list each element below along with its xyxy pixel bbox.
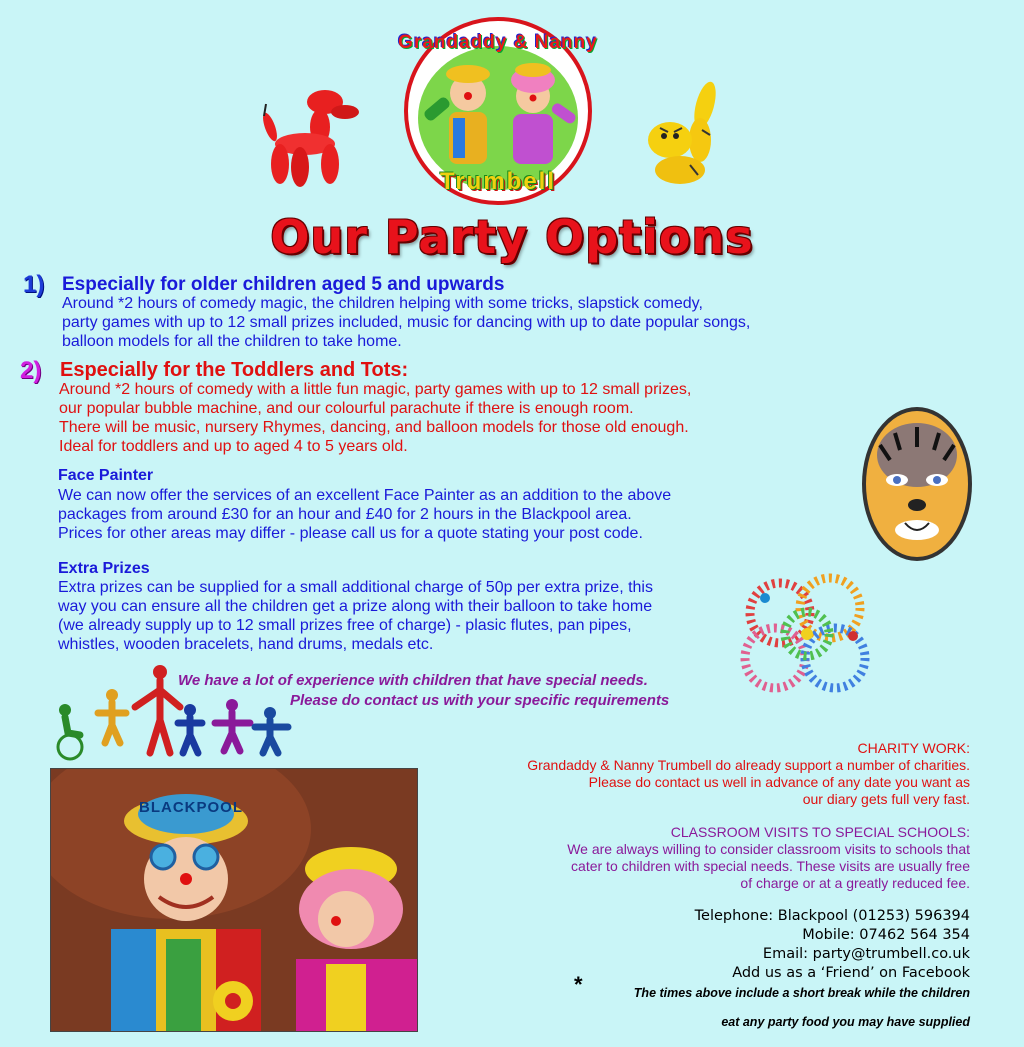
tiger-face-paint-image — [860, 405, 975, 563]
option-1-line: balloon models for all the children to take home. — [62, 333, 402, 350]
charity-line: our diary gets full very fast. — [802, 791, 970, 807]
face-painter-line: We can now offer the services of an excellent Face Painter as an addition to the above — [58, 487, 672, 504]
option-2-heading: Especially for the Toddlers and Tots: — [60, 359, 409, 381]
charity-line: Grandaddy & Nanny Trumbell do already support a number of charities. — [527, 757, 970, 773]
extra-prizes-text — [58, 578, 653, 654]
charity-section — [527, 740, 970, 808]
special-needs-line-1: We have a lot of experience with children that have special needs. — [178, 672, 648, 689]
email: Email: party@trumbell.co.uk — [762, 946, 970, 962]
charity-line: Please do contact us well in advance of any date you want as — [588, 774, 970, 790]
footnote-line-2: eat any party food you may have supplied — [721, 1015, 970, 1029]
photo-hat-text: BLACKPOOL — [139, 799, 243, 816]
clown-photo — [50, 768, 418, 1032]
option-2-line: our popular bubble machine, and our colourful parachute if there is enough room. — [59, 400, 634, 417]
option-2-text — [59, 380, 691, 456]
option-1-number: 1) — [23, 271, 45, 298]
extra-prizes-line: whistles, wooden bracelets, hand drums, medals etc. — [58, 636, 434, 653]
footnote-asterisk: * — [574, 972, 583, 997]
classroom-line: cater to children with special needs. These visits are usually free — [571, 858, 970, 874]
facebook-note: Add us as a ‘Friend’ on Facebook — [732, 965, 970, 981]
logo-bottom-text: Trumbell — [439, 168, 557, 195]
face-painter-line: Prices for other areas may differ - please call us for a quote stating your post code. — [58, 525, 643, 542]
option-1-line: Around *2 hours of comedy magic, the children helping with some tricks, slapstick comedy, — [62, 295, 703, 312]
extra-prizes-line: (we already supply up to 12 small prizes free of charge) - plasic flutes, pan pipes, — [58, 617, 632, 634]
special-needs-line-2: Please do contact us with your specific requirements — [290, 692, 670, 709]
extra-prizes-heading: Extra Prizes — [58, 560, 150, 577]
contact-section — [695, 907, 970, 983]
option-1-text — [62, 294, 750, 351]
bead-bracelets-image — [735, 568, 880, 700]
face-painter-line: packages from around £30 for an hour and £40 for 2 hours in the Blackpool area. — [58, 506, 632, 523]
extra-prizes-line: Extra prizes can be supplied for a small additional charge of 50p per extra prize, this — [58, 579, 653, 596]
option-2-line: Ideal for toddlers and up to aged 4 to 5 years old. — [59, 438, 408, 455]
balloon-tiger-image — [640, 80, 730, 195]
classroom-line: of charge or at a greatly reduced fee. — [740, 875, 970, 891]
footnote-line-1: The times above include a short break while the children — [633, 986, 970, 1000]
classroom-heading: CLASSROOM VISITS TO SPECIAL SCHOOLS: — [670, 824, 970, 840]
face-painter-text — [58, 486, 671, 543]
option-1-line: party games with up to 12 small prizes included, music for dancing with up to date popular songs, — [62, 314, 751, 331]
option-2-line: Around *2 hours of comedy with a little fun magic, party games with up to 12 small prizes, — [59, 381, 692, 398]
classroom-section — [567, 824, 970, 892]
page-title: Our Party Options — [270, 210, 754, 264]
logo-top-text: Grandaddy & Nanny — [398, 32, 598, 53]
charity-heading: CHARITY WORK: — [857, 740, 970, 756]
option-2-line: There will be music, nursery Rhymes, dancing, and balloon models for those old enough. — [59, 419, 689, 436]
option-2-number: 2) — [20, 357, 42, 384]
face-painter-heading: Face Painter — [58, 467, 154, 484]
balloon-dog-image — [250, 82, 365, 192]
mobile: Mobile: 07462 564 354 — [802, 927, 970, 943]
logo — [383, 8, 613, 213]
telephone: Telephone: Blackpool (01253) 596394 — [694, 908, 970, 924]
option-1-heading: Especially for older children aged 5 and upwards — [62, 274, 505, 295]
extra-prizes-line: way you can ensure all the children get a prize along with their balloon to take home — [58, 598, 653, 615]
classroom-line: We are always willing to consider classroom visits to schools that — [567, 841, 970, 857]
